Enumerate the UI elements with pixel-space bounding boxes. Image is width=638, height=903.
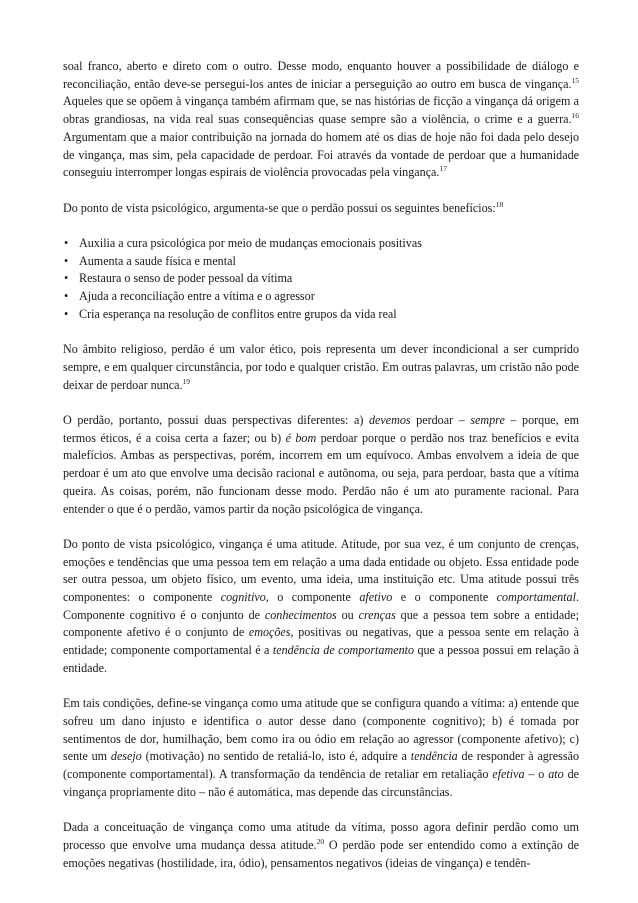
- footnote-ref-15[interactable]: 15: [571, 75, 579, 85]
- list-item: • Ajuda a reconciliação entre a vítima e o agressor: [63, 288, 579, 306]
- footnote-ref-18[interactable]: 18: [495, 199, 504, 209]
- paragraph-revenge-opponents: soal franco, aberto e direto com o outro. Desse modo, enquanto houver a possibilidade de diálogo e reconciliação, então deve-se persegui-los antes de iniciar a perseguição ao outro em busca de vingança.$^{15}$ Aqueles que se opõem à vingança também afirmam que, se nas histórias de ficção a vingança dá origem a obras grandiosas, na vida real suas consequências quase sempre são a violência, o crime e a guerra.$^{16}$ Argumentam que a maior contribuição na jornada do homem até os dias de hoje não foi dada pelo desejo de vingança, mas sim, pela capacidade de perdoar. Foi através da vontade de perdoar que a humanidade conseguiu interromper longas espirais de violência provocadas pela vingança.$^{17}$: [63, 59, 579, 180]
- list-item: • Auxilia a cura psicológica por meio de mudanças emocionais positivas: [63, 235, 579, 253]
- paragraph-two-perspectives: O perdão, portanto, possui duas perspectivas diferentes: a) devemos perdoar – sempre – porque, em termos éticos, é a coisa certa a fazer; ou b) é bom perdoar porque o perdão nos traz benefícios e evita malefícios. Ambas as perspectivas, porém, incorrem em um equívoco. Ambas envolvem a ideia de que perdoar é um ato que envolve uma decisão racional e autônoma, ou seja, para perdoar, basta que a vítima queira. As coisas, porém, não funcionam desse modo. Perdão não é um ato puramente racional. Para entender o que é o perdão, vamos partir da noção psicológica de vingança.: [63, 413, 579, 516]
- paragraph-revenge-definition: Em tais condições, define-se vingança como uma atitude que se configura quando a vítima: a) entende que sofreu um dano injusto e identifica o autor desse dano (componente cognitivo); b) é tomada por sentimentos de dor, humilhação, bem como ira ou ódio em relação ao agressor (componente afetivo); c) sente um desejo (motivação) no sentido de retaliá-lo, isto é, adquire a tendência de responder à agressão (componente comportamental). A transformação da tendência de retaliar em retaliação efetiva – o ato de vingança propriamente dito – não é automática, mas depende das circunstâncias.: [63, 696, 579, 799]
- list-item: • Restaura o senso de poder pessoal da vítima: [63, 270, 579, 288]
- footnote-ref-20[interactable]: 20: [316, 836, 325, 846]
- paragraph-religious-scope: No âmbito religioso, perdão é um valor ético, pois representa um dever incondicional a ser cumprido sempre, e em qualquer circunstância, por todo e qualquer cristão. Em outras palavras, um cristão não pode deixar de perdoar nunca.$^{19}$: [63, 342, 579, 392]
- paragraph-psychological-benefits-intro: Do ponto de vista psicológico, argumenta-se que o perdão possui os seguintes benefícios:$^{18}$: [63, 199, 504, 215]
- benefits-list: [63, 235, 579, 324]
- footnote-ref-16[interactable]: 16: [571, 111, 579, 121]
- document-page: [63, 58, 579, 890]
- list-item: • Cria esperança na resolução de conflitos entre grupos da vida real: [63, 306, 579, 324]
- paragraph-forgiveness-definition: Dada a conceituação de vingança como uma atitude da vítima, posso agora definir perdão como um processo que envolve uma mudança dessa atitude.$^{20}$ O perdão pode ser entendido como a extinção de emoções negativas (hostilidade, ira, ódio), pensamentos negativos (ideias de vingança) e tendên-: [63, 820, 579, 870]
- paragraph-attitude-definition: Do ponto de vista psicológico, vingança é uma atitude. Atitude, por sua vez, é um conjunto de crenças, emoções e tendências que uma pessoa tem em relação a uma dada entidade ou objeto. Essa entidade pode ser outra pessoa, um objeto físico, um evento, uma ideia, uma instituição etc. Uma atitude possui três componentes: o componente cognitivo, o componente afetivo e o componente comportamental. Componente cognitivo é o conjunto de conhecimentos ou crenças que a pessoa tem sobre a entidade; componente afetivo é o conjunto de emoções, positivas ou negativas, que a pessoa sente em relação à entidade; componente comportamental é a tendência de comportamento que a pessoa possui em relação à entidade.: [63, 536, 579, 675]
- footnote-ref-19[interactable]: 19: [182, 376, 191, 386]
- list-item: • Aumenta a saude física e mental: [63, 253, 579, 271]
- footnote-ref-17[interactable]: 17: [439, 164, 447, 174]
